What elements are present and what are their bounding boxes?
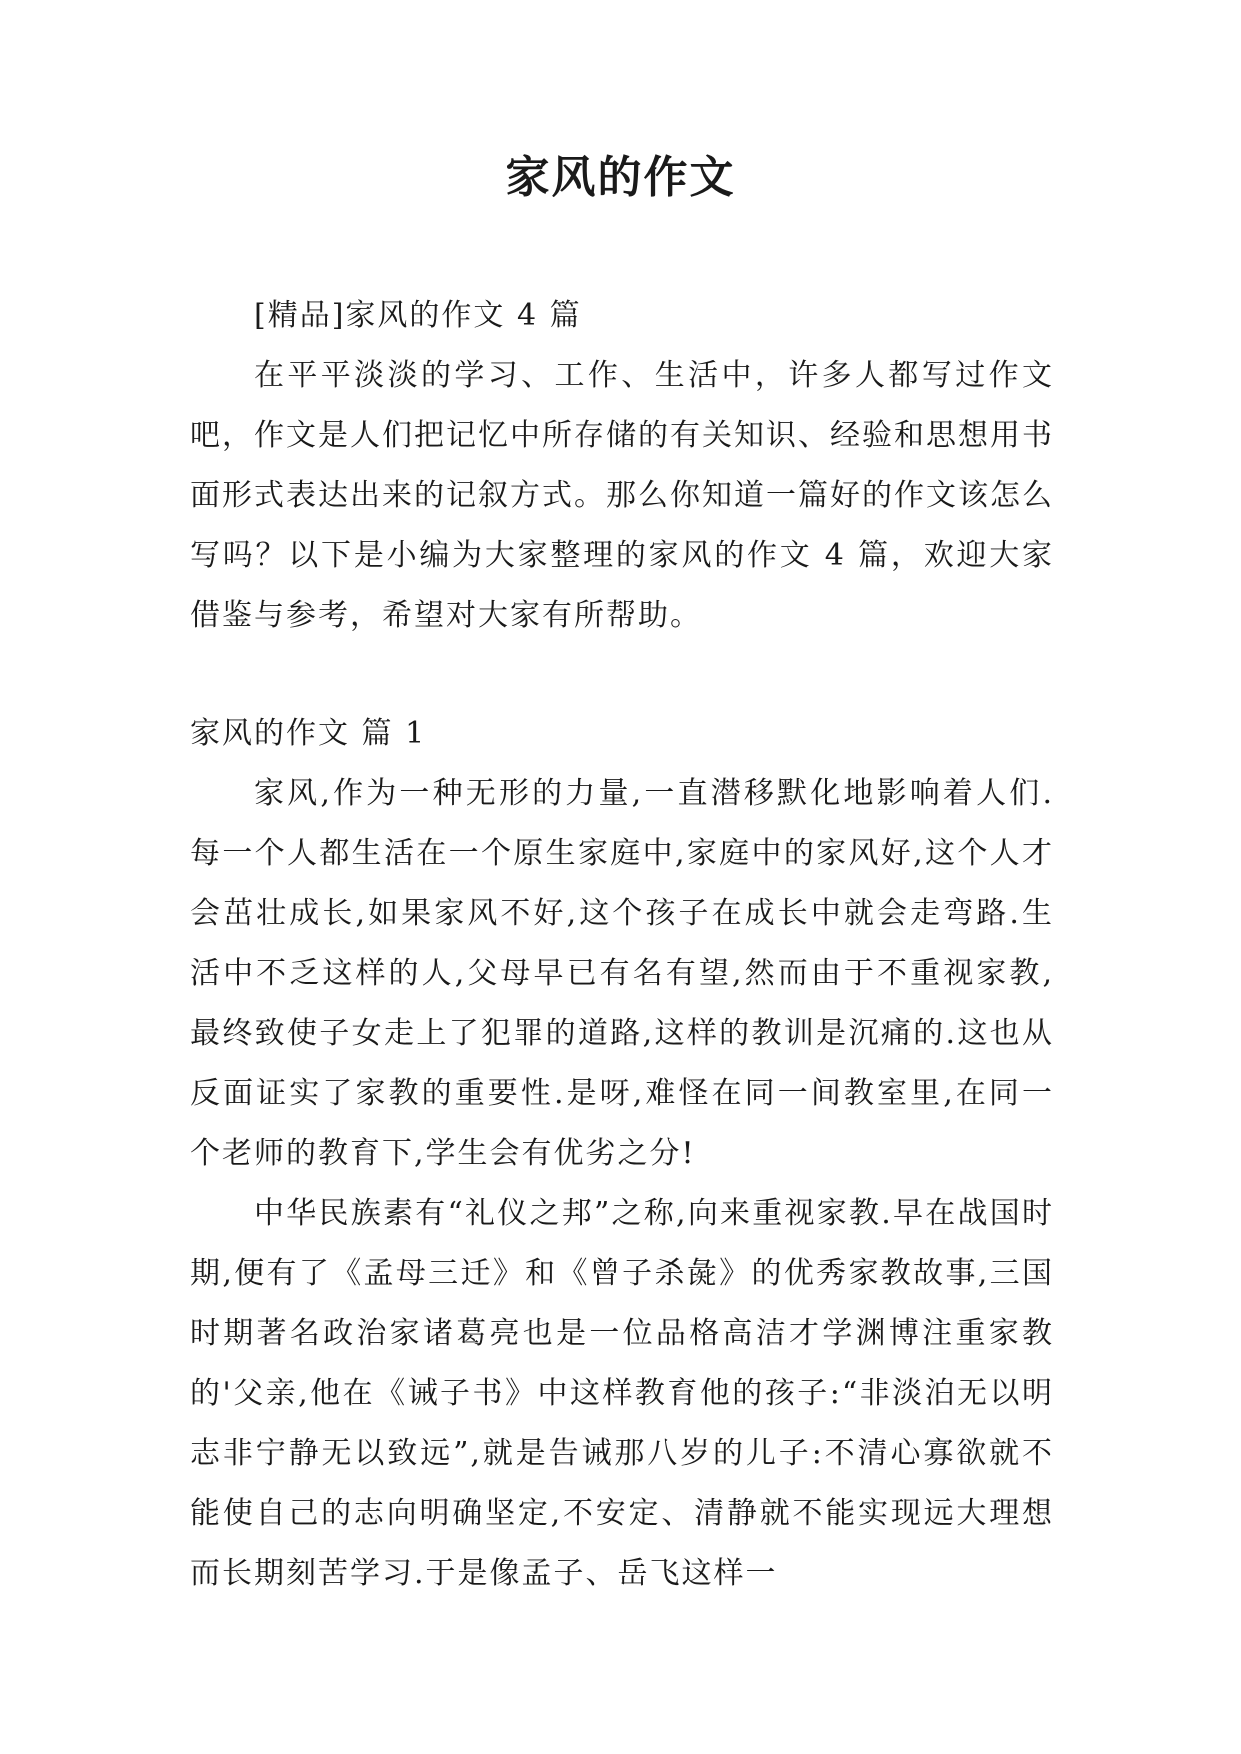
document-title: 家风的作文 [505,152,736,203]
document-body [190,286,1054,1604]
body-paragraph: 中华民族素有“礼仪之邦”之称,向来重视家教.早在战国时期,便有了《孟母三迁》和《曾子杀彘》的优秀家教故事,三国时期著名政治家诸葛亮也是一位品格高洁才学渊博注重家教的'父亲,他在《诫子书》中这样教育他的孩子:“非淡泊无以明志非宁静无以致远”,就是告诫那八岁的儿子:不清心寡欲就不能使自己的志向明确坚定,不安定、清静就不能实现远大理想而长期刻苦学习.于是像孟子、岳飞这样一 [190,1196,1054,1591]
section-spacer [190,646,1054,704]
document-subtitle: [精品]家风的作文 4 篇 [254,298,582,333]
intro-paragraph: 在平平淡淡的学习、工作、生活中，许多人都写过作文吧，作文是人们把记忆中所存储的有关知识、经验和思想用书面形式表达出来的记叙方式。那么你知道一篇好的作文该怎么写吗？以下是小编为大家整理的家风的作文 4 篇，欢迎大家借鉴与参考，希望对大家有所帮助。 [190,358,1054,633]
body-paragraph: 家风,作为一种无形的力量,一直潜移默化地影响着人们.每一个人都生活在一个原生家庭中,家庭中的家风好,这个人才会茁壮成长,如果家风不好,这个孩子在成长中就会走弯路.生活中不乏这样的人,父母早已有名有望,然而由于不重视家教,最终致使子女走上了犯罪的道路,这样的教训是沉痛的.这也从反面证实了家教的重要性.是呀,难怪在同一间教室里,在同一个老师的教育下,学生会有优劣之分! [190,776,1054,1171]
section-heading: 家风的作文 篇 1 [190,716,427,751]
